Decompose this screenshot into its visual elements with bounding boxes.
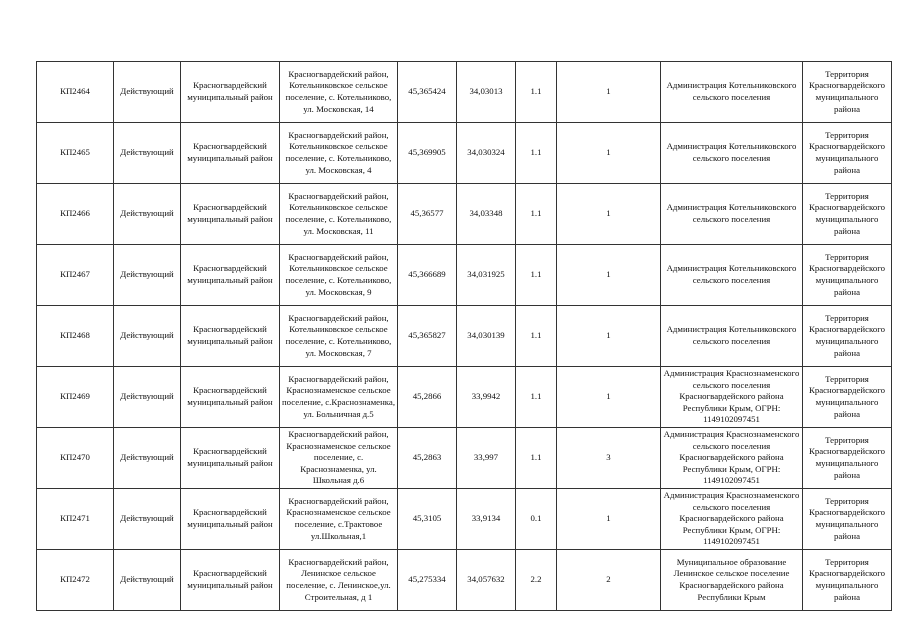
cell-area: Территория Красногвардейского муниципального района (803, 428, 892, 489)
cell-count: 1 (557, 306, 661, 367)
table-row (37, 184, 892, 245)
cell-status: Действующий (114, 306, 181, 367)
cell-owner: Администрация Котельниковского сельского поселения (661, 62, 803, 123)
cell-latitude: 45,366689 (398, 245, 457, 306)
cell-area: Территория Красногвардейского муниципального района (803, 245, 892, 306)
cell-longitude: 34,030324 (457, 123, 516, 184)
cell-code: КП2471 (37, 489, 114, 550)
cell-status: Действующий (114, 62, 181, 123)
registry-body (37, 62, 892, 611)
cell-owner: Администрация Котельниковского сельского поселения (661, 123, 803, 184)
cell-volume: 1.1 (516, 245, 557, 306)
cell-longitude: 34,030139 (457, 306, 516, 367)
cell-count: 1 (557, 123, 661, 184)
cell-volume: 1.1 (516, 123, 557, 184)
cell-volume: 2.2 (516, 550, 557, 611)
cell-count: 1 (557, 62, 661, 123)
cell-area: Территория Красногвардейского муниципального района (803, 489, 892, 550)
table-row (37, 306, 892, 367)
cell-code: КП2464 (37, 62, 114, 123)
cell-status: Действующий (114, 123, 181, 184)
cell-code: КП2466 (37, 184, 114, 245)
table-row (37, 428, 892, 489)
cell-volume: 1.1 (516, 62, 557, 123)
cell-code: КП2467 (37, 245, 114, 306)
cell-district: Красногвардейский муниципальный район (181, 62, 280, 123)
cell-count: 1 (557, 489, 661, 550)
cell-status: Действующий (114, 245, 181, 306)
cell-district: Красногвардейский муниципальный район (181, 550, 280, 611)
cell-district: Красногвардейский муниципальный район (181, 123, 280, 184)
cell-count: 1 (557, 245, 661, 306)
cell-code: КП2465 (37, 123, 114, 184)
cell-district: Красногвардейский муниципальный район (181, 428, 280, 489)
cell-owner: Администрация Котельниковского сельского поселения (661, 184, 803, 245)
cell-latitude: 45,36577 (398, 184, 457, 245)
cell-volume: 0.1 (516, 489, 557, 550)
cell-address: Красногвардейский район, Краснознаменское сельское поселение, с.Трактовое ул.Школьная,1 (280, 489, 398, 550)
table-row (37, 489, 892, 550)
cell-status: Действующий (114, 428, 181, 489)
cell-latitude: 45,2863 (398, 428, 457, 489)
cell-area: Территория Красногвардейского муниципального района (803, 367, 892, 428)
table-row (37, 123, 892, 184)
cell-longitude: 34,03348 (457, 184, 516, 245)
cell-longitude: 33,9942 (457, 367, 516, 428)
cell-owner: Администрация Краснознаменского сельского поселения Красногвардейского района Республики Крым, ОГРН: 1149102097451 (661, 428, 803, 489)
cell-address: Красногвардейский район, Котельниковское сельское поселение, с. Котельниково, ул. Московская, 11 (280, 184, 398, 245)
cell-code: КП2470 (37, 428, 114, 489)
cell-code: КП2472 (37, 550, 114, 611)
cell-address: Красногвардейский район, Котельниковское сельское поселение, с. Котельниково, ул. Московская, 7 (280, 306, 398, 367)
cell-volume: 1.1 (516, 306, 557, 367)
cell-longitude: 33,997 (457, 428, 516, 489)
cell-volume: 1.1 (516, 428, 557, 489)
cell-code: КП2468 (37, 306, 114, 367)
cell-area: Территория Красногвардейского муниципального района (803, 306, 892, 367)
cell-count: 1 (557, 184, 661, 245)
cell-district: Красногвардейский муниципальный район (181, 489, 280, 550)
cell-latitude: 45,365827 (398, 306, 457, 367)
table-row (37, 245, 892, 306)
cell-address: Красногвардейский район, Краснознаменское сельское поселение, с. Краснознаменка, ул. Школьная д.6 (280, 428, 398, 489)
table-row (37, 550, 892, 611)
cell-code: КП2469 (37, 367, 114, 428)
table-row (37, 367, 892, 428)
cell-longitude: 34,03013 (457, 62, 516, 123)
cell-longitude: 34,057632 (457, 550, 516, 611)
cell-owner: Администрация Краснознаменского сельского поселения Красногвардейского района Республики Крым, ОГРН: 1149102097451 (661, 489, 803, 550)
cell-address: Красногвардейский район, Краснознаменское сельское поселение, с.Краснознаменка, ул. Больничная д.5 (280, 367, 398, 428)
cell-status: Действующий (114, 550, 181, 611)
cell-district: Красногвардейский муниципальный район (181, 184, 280, 245)
cell-count: 1 (557, 367, 661, 428)
registry-table (36, 61, 892, 611)
cell-address: Красногвардейский район, Котельниковское сельское поселение, с. Котельниково, ул. Московская, 9 (280, 245, 398, 306)
cell-area: Территория Красногвардейского муниципального района (803, 184, 892, 245)
cell-owner: Администрация Краснознаменского сельского поселения Красногвардейского района Республики Крым, ОГРН: 1149102097451 (661, 367, 803, 428)
cell-district: Красногвардейский муниципальный район (181, 306, 280, 367)
cell-volume: 1.1 (516, 367, 557, 428)
cell-latitude: 45,365424 (398, 62, 457, 123)
cell-longitude: 34,031925 (457, 245, 516, 306)
cell-district: Красногвардейский муниципальный район (181, 367, 280, 428)
table-row (37, 62, 892, 123)
cell-latitude: 45,3105 (398, 489, 457, 550)
cell-status: Действующий (114, 184, 181, 245)
cell-latitude: 45,275334 (398, 550, 457, 611)
cell-area: Территория Красногвардейского муниципального района (803, 123, 892, 184)
cell-status: Действующий (114, 489, 181, 550)
cell-address: Красногвардейский район, Ленинское сельское поселение, с. Ленинское,ул. Строительная, д 1 (280, 550, 398, 611)
cell-area: Территория Красногвардейского муниципального района (803, 62, 892, 123)
cell-count: 2 (557, 550, 661, 611)
cell-count: 3 (557, 428, 661, 489)
cell-owner: Муниципальное образование Ленинское сельское поселение Красногвардейского района Республики Крым (661, 550, 803, 611)
cell-latitude: 45,2866 (398, 367, 457, 428)
cell-owner: Администрация Котельниковского сельского поселения (661, 245, 803, 306)
cell-area: Территория Красногвардейского муниципального района (803, 550, 892, 611)
cell-address: Красногвардейский район, Котельниковское сельское поселение, с. Котельниково, ул. Московская, 14 (280, 62, 398, 123)
cell-latitude: 45,369905 (398, 123, 457, 184)
cell-volume: 1.1 (516, 184, 557, 245)
cell-owner: Администрация Котельниковского сельского поселения (661, 306, 803, 367)
cell-longitude: 33,9134 (457, 489, 516, 550)
cell-status: Действующий (114, 367, 181, 428)
cell-district: Красногвардейский муниципальный район (181, 245, 280, 306)
cell-address: Красногвардейский район, Котельниковское сельское поселение, с. Котельниково, ул. Московская, 4 (280, 123, 398, 184)
